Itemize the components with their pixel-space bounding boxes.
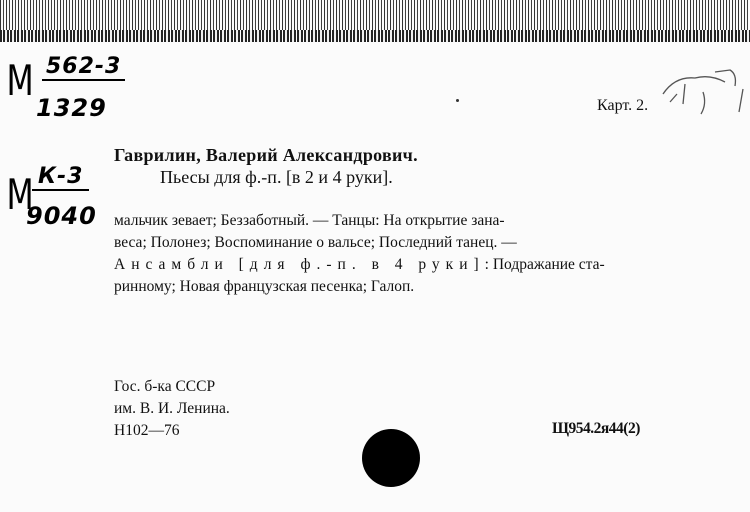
spaced-heading: Ансамбли [для ф.-п. в 4 руки]: [114, 256, 485, 273]
contents-line-3-rest: : Подражание ста-: [484, 256, 605, 273]
contents-note: [114, 210, 666, 298]
card-punch-hole: [362, 429, 420, 487]
contents-line-1: мальчик зевает; Беззаботный. — Танцы: На открытие зана-: [114, 212, 505, 229]
contents-line-4: ринному; Новая французская песенка; Галоп.: [114, 278, 415, 295]
pencil-scribble-icon: [655, 64, 750, 134]
library-line-3: Н102—76: [114, 422, 180, 439]
call-number-2-top: К-3: [32, 164, 89, 191]
classification-code: Щ954.2я44(2): [552, 420, 640, 437]
call-number-2-bottom: 9040: [26, 202, 97, 230]
library-line-1: Гос. б-ка СССР: [114, 378, 216, 395]
author-heading: Гаврилин, Валерий Александрович.: [114, 145, 418, 165]
contents-line-3: [114, 254, 666, 276]
work-title: Пьесы для ф.-п. [в 2 и 4 руки].: [160, 167, 393, 187]
contents-line-2: веса; Полонез; Воспоминание о вальсе; Последний танец. —: [114, 234, 517, 251]
ink-speck: [456, 99, 459, 102]
call-number-1-bottom: 1329: [36, 94, 107, 122]
call-number-1-top: 562-3: [42, 54, 125, 81]
call-letter-1: M: [6, 56, 34, 105]
library-line-2: им. В. И. Ленина.: [114, 400, 230, 417]
card-number: Карт. 2.: [597, 97, 649, 114]
library-imprint: [114, 376, 230, 442]
catalog-card: [0, 42, 750, 512]
scan-top-edge: [0, 0, 750, 42]
call-letter-2: M: [6, 170, 34, 219]
